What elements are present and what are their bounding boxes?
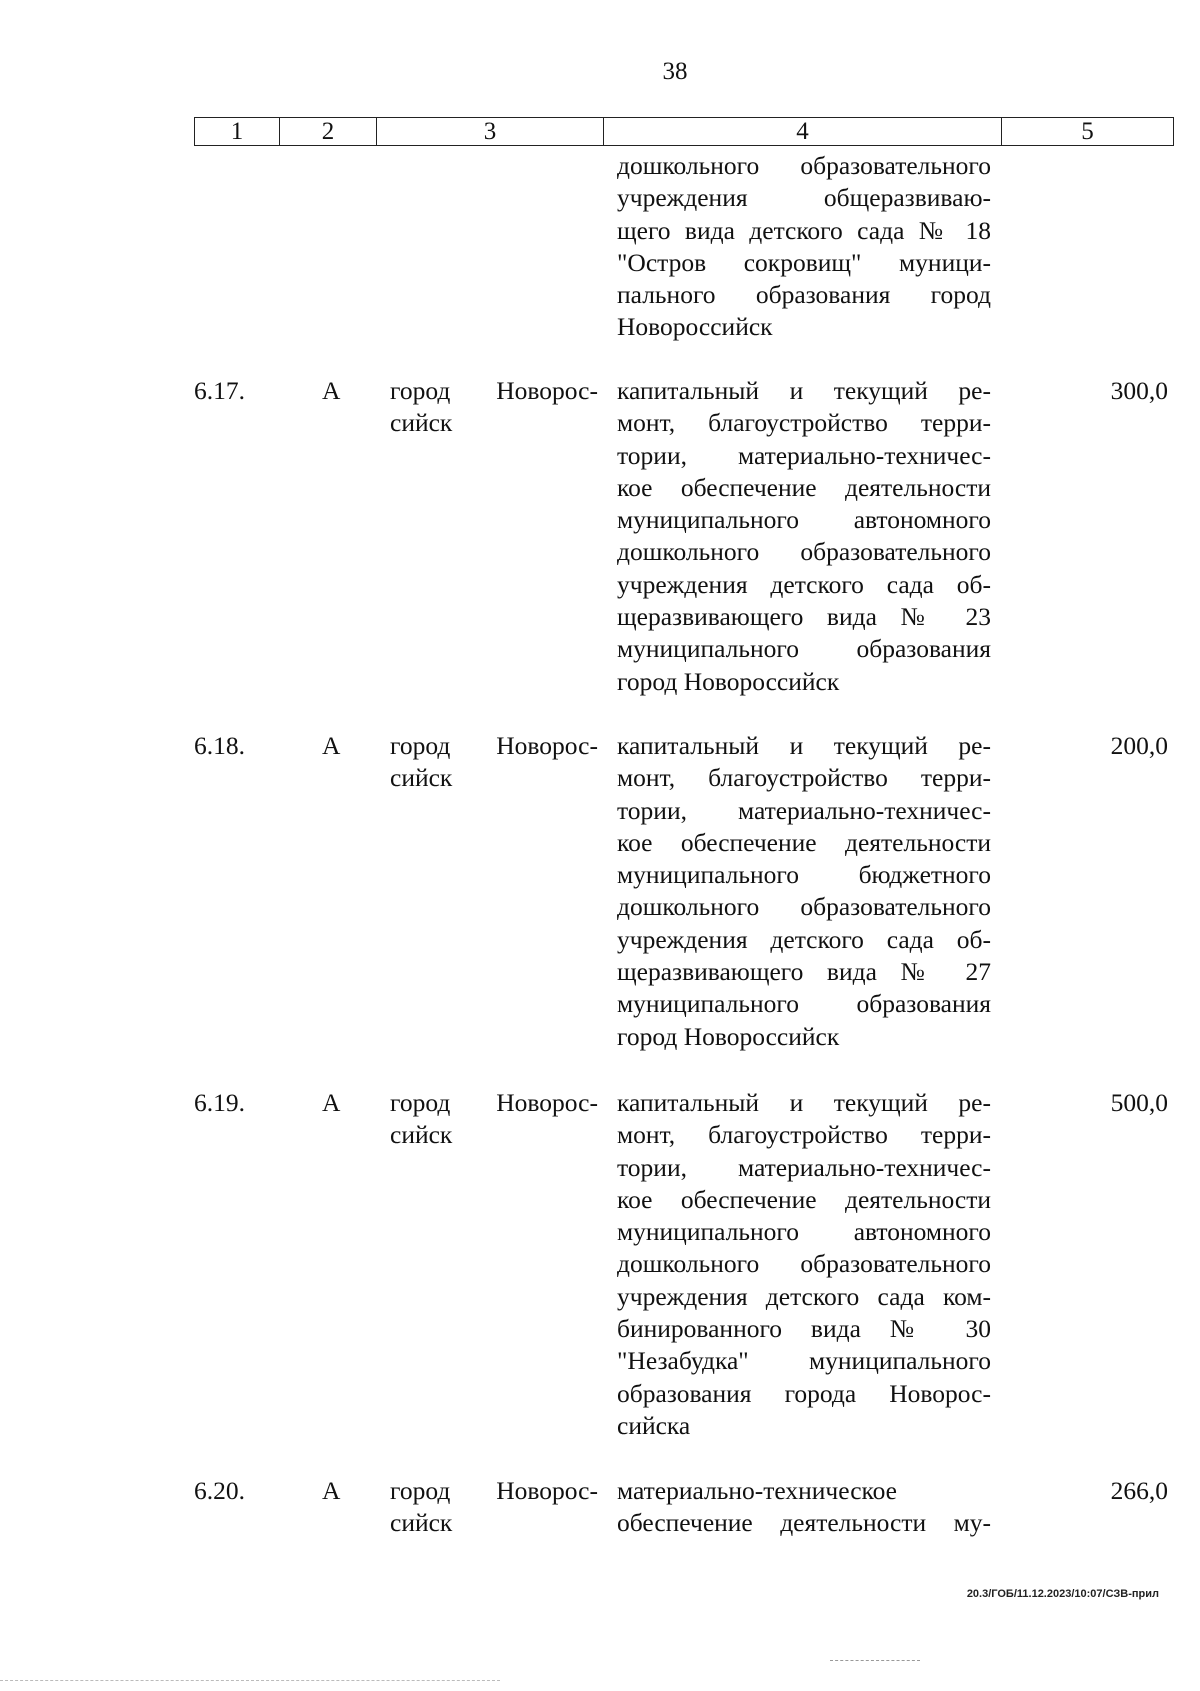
row-number: 6.18. (194, 731, 245, 760)
desc-line: кое обеспечение деятельности (617, 827, 991, 857)
footer-document-code: 20.3/ГОБ/11.12.2023/10:07/СЗВ-прил (966, 1588, 1159, 1600)
desc-line: щеразвивающего вида № 23 (617, 602, 991, 632)
desc-line: монт, благоустройство терри- (617, 763, 991, 793)
row-amount: 300,0 (1110, 376, 1168, 405)
location-line: сийск (390, 1508, 453, 1538)
desc-line: дошкольного образовательного (617, 151, 991, 180)
header-col-1: 1 (195, 118, 280, 146)
row-category: А (322, 376, 341, 405)
row-category: А (322, 731, 341, 760)
desc-line: дошкольного образовательного (617, 1249, 991, 1279)
header-col-2: 2 (280, 118, 377, 146)
row-location (390, 1087, 598, 1152)
desc-line: пального образования город (617, 280, 991, 310)
desc-line: капитальный и текущий ре- (617, 376, 991, 405)
location-line: город Новорос- (390, 1476, 598, 1505)
desc-line: тории, материально-техничес- (617, 440, 991, 470)
row-description (617, 375, 991, 698)
desc-line: образования города Новорос- (617, 1378, 991, 1408)
row-category: А (322, 1476, 341, 1505)
row-amount: 266,0 (1110, 1476, 1168, 1505)
continuation-description (617, 150, 991, 344)
desc-line: кое обеспечение деятельности (617, 472, 991, 502)
desc-line: дошкольного образовательного (617, 892, 991, 922)
location-line: город Новорос- (390, 376, 598, 405)
desc-line: муниципального автономного (617, 505, 991, 535)
desc-line: монт, благоустройство терри- (617, 408, 991, 438)
location-line: сийск (390, 763, 453, 793)
desc-line: учреждения детского сада ком- (617, 1281, 991, 1311)
desc-line: город Новороссийск (617, 666, 840, 696)
scan-artifact-line (830, 1660, 920, 1661)
desc-line: щего вида детского сада № 18 (617, 215, 991, 245)
desc-line: учреждения детского сада об- (617, 924, 991, 954)
desc-line: муниципального образования (617, 634, 991, 664)
desc-line: город Новороссийск (617, 1021, 840, 1051)
header-col-4: 4 (604, 118, 1002, 146)
row-description (617, 1087, 991, 1442)
desc-line: капитальный и текущий ре- (617, 1088, 991, 1117)
desc-line: муниципального автономного (617, 1217, 991, 1247)
desc-line: дошкольного образовательного (617, 537, 991, 567)
desc-line: Новороссийск (617, 312, 773, 342)
desc-line: муниципального образования (617, 989, 991, 1019)
desc-line: материально-техническое (617, 1476, 898, 1505)
desc-line: учреждения общеразвиваю- (617, 183, 991, 213)
header-row (195, 118, 1174, 146)
row-amount: 500,0 (1110, 1088, 1168, 1117)
desc-line: "Остров сокровищ" муници- (617, 247, 991, 277)
location-line: сийск (390, 1120, 453, 1150)
desc-line: обеспечение деятельности му- (617, 1508, 991, 1538)
row-number: 6.17. (194, 376, 245, 405)
desc-line: кое обеспечение деятельности (617, 1184, 991, 1214)
desc-line: тории, материально-техничес- (617, 795, 991, 825)
desc-line: щеразвивающего вида № 27 (617, 957, 991, 987)
location-line: сийск (390, 408, 453, 438)
desc-line: монт, благоустройство терри- (617, 1120, 991, 1150)
desc-line: капитальный и текущий ре- (617, 731, 991, 760)
scan-artifact-line (0, 1680, 500, 1681)
row-number: 6.20. (194, 1476, 245, 1505)
row-number: 6.19. (194, 1088, 245, 1117)
desc-line: сийска (617, 1410, 691, 1440)
column-header-table (194, 117, 1174, 146)
desc-line: муниципального бюджетного (617, 860, 991, 890)
row-description (617, 730, 991, 1053)
location-line: город Новорос- (390, 1088, 598, 1117)
desc-line: бинированного вида № 30 (617, 1314, 991, 1344)
page-number: 38 (662, 58, 688, 85)
desc-line: тории, материально-техничес- (617, 1152, 991, 1182)
location-line: город Новорос- (390, 731, 598, 760)
row-description (617, 1475, 991, 1540)
header-col-5: 5 (1002, 118, 1174, 146)
header-col-3: 3 (377, 118, 604, 146)
row-amount: 200,0 (1110, 731, 1168, 760)
row-location (390, 375, 598, 440)
desc-line: "Незабудка" муниципального (617, 1346, 991, 1376)
row-category: А (322, 1088, 341, 1117)
desc-line: учреждения детского сада об- (617, 569, 991, 599)
row-location (390, 1475, 598, 1540)
row-location (390, 730, 598, 795)
